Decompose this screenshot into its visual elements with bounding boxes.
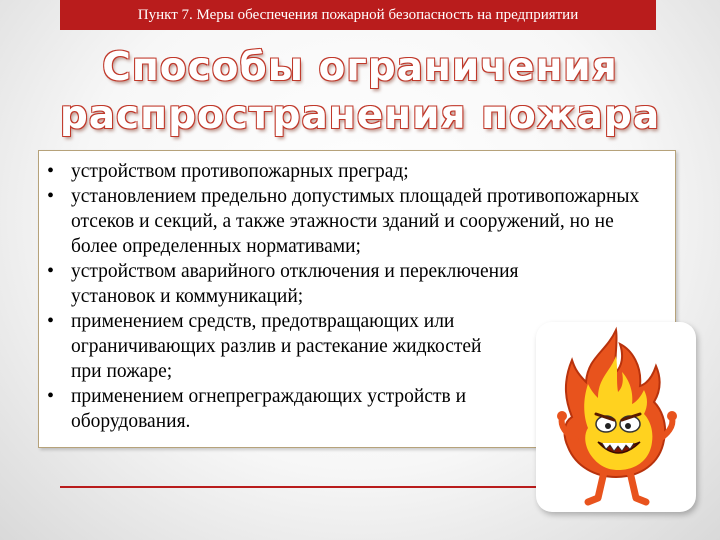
- slide-title: [0, 44, 720, 140]
- bullet-item: [71, 259, 663, 309]
- bullet-text-1: устройством противопожарных преград;: [71, 161, 409, 182]
- bullet-text-2: установлением предельно допустимых площадей противопожарных отсеков и секций, а также этажности зданий и сооружений, но не более определенных нормативами;: [71, 186, 640, 257]
- bullet-text-5: применением огнепреграждающих устройств и оборудования.: [71, 386, 467, 432]
- slide-title-line-2: распространения пожара: [59, 93, 661, 138]
- header-bar: [60, 0, 656, 30]
- bullet-item: [71, 159, 663, 184]
- bullet-item: [71, 184, 663, 259]
- flame-character-icon: [536, 322, 696, 512]
- bullet-text-3: устройством аварийного отключения и переключения установок и коммуникаций;: [71, 261, 519, 307]
- slide-title-line-1: Способы ограничения: [102, 45, 618, 90]
- header-title: Пункт 7. Меры обеспечения пожарной безопасность на предприятии: [137, 7, 579, 23]
- bullet-text-4: применением средств, предотвращающих или ограничивающих разлив и растекание жидкостей при пожаре;: [71, 311, 482, 382]
- mascot-card: [536, 322, 696, 512]
